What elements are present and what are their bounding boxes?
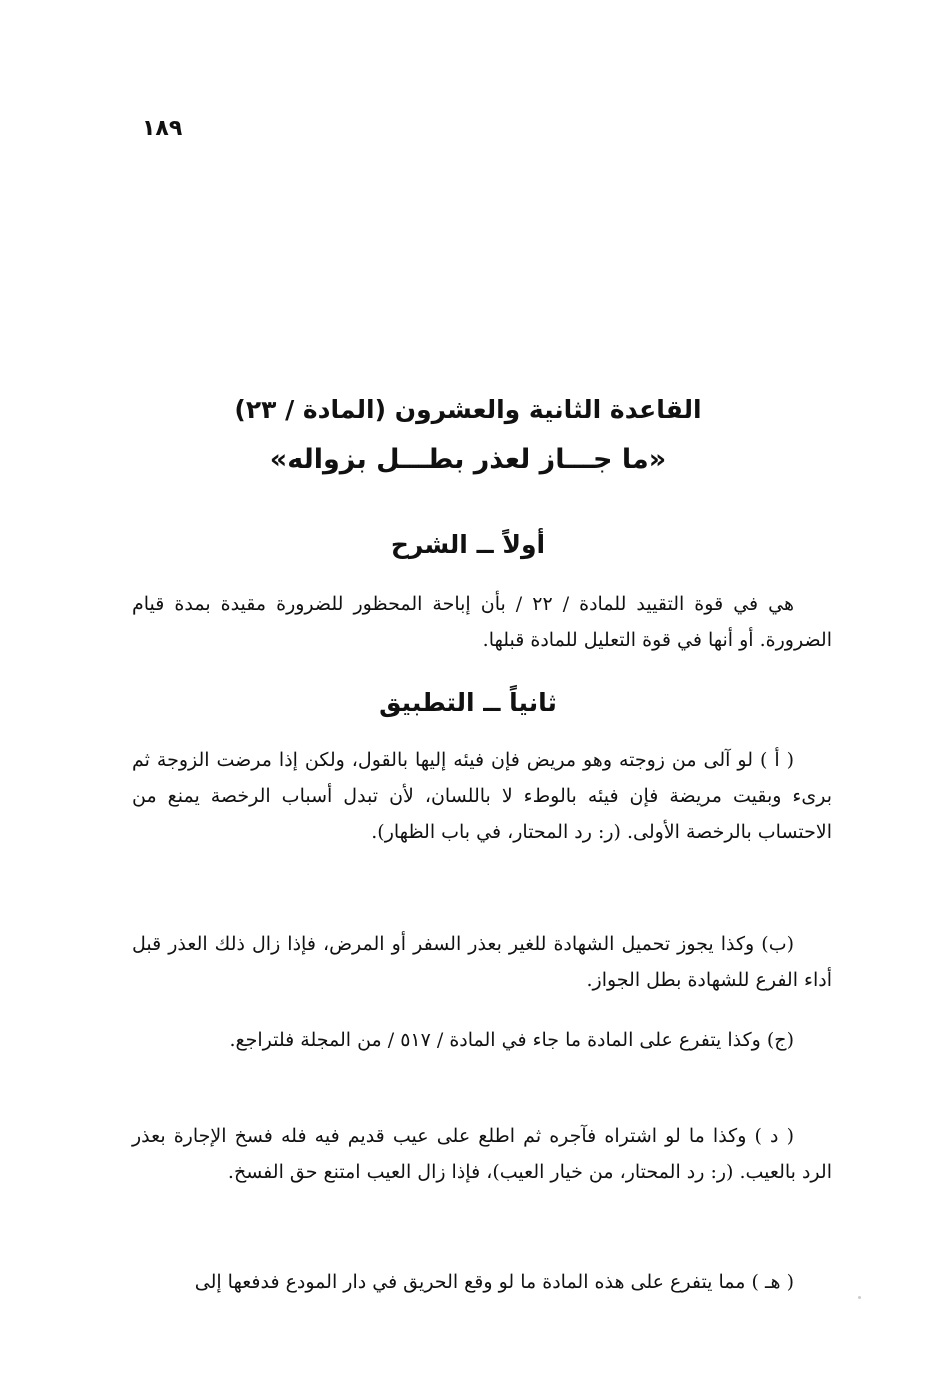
application-item-d	[132, 1118, 832, 1190]
application-paragraph: ( أ ) لو آلى من زوجته وهو مريض فإن فيئه إليها بالقول، ولكن إذا مرضت الزوجة ثم برىء وبقيت مريضة فإن فيئه بالوطء لا باللسان، لأن تبدل أسباب الرخصة يمنع من الاحتساب بالرخصة الأولى. (ر: رد المحتار، في باب الظهار).	[132, 749, 832, 843]
rule-title: القاعدة الثانية والعشرون (المادة / ٢٣)	[234, 395, 702, 424]
rule-subtitle: «ما جـــاز لعذر بطـــل بزواله»	[269, 444, 667, 475]
application-item-b	[132, 926, 832, 998]
application-paragraph: ( هـ ) مما يتفرع على هذه المادة ما لو وقع الحريق في دار المودع فدفعها إلى	[194, 1271, 794, 1293]
rule-header	[0, 388, 936, 482]
application-paragraph: ( د ) وكذا ما لو اشتراه فآجره ثم اطلع على عيب قديم فيه فله فسخ الإجارة بعذر الرد بالعيب. (ر: رد المحتار، من خيار العيب)، فإذا زال العيب امتنع حق الفسخ.	[132, 1125, 832, 1183]
application-item-a	[132, 742, 832, 850]
application-paragraph: (ب) وكذا يجوز تحميل الشهادة للغير بعذر السفر أو المرض، فإذا زال ذلك العذر قبل أداء الفرع للشهادة بطل الجواز.	[132, 933, 832, 991]
application-paragraph: (ج) وكذا يتفرع على المادة ما جاء في المادة / ٥١٧ / من المجلة فلتراجع.	[229, 1029, 794, 1051]
application-item-e	[132, 1264, 832, 1300]
section-heading-explanation: أولاً ــ الشرح	[390, 530, 546, 559]
scan-speck	[858, 1296, 861, 1299]
explanation-paragraph: هي في قوة التقييد للمادة / ٢٢ / بأن إباحة المحظور للضرورة مقيدة بمدة قيام الضرورة. أو أنها في قوة التعليل للمادة قبلها.	[132, 593, 832, 651]
application-item-c	[132, 1022, 832, 1058]
section-heading-application: ثانياً ــ التطبيق	[379, 688, 557, 717]
page-number: ١٨٩	[142, 116, 183, 141]
explanation-block	[132, 586, 832, 658]
